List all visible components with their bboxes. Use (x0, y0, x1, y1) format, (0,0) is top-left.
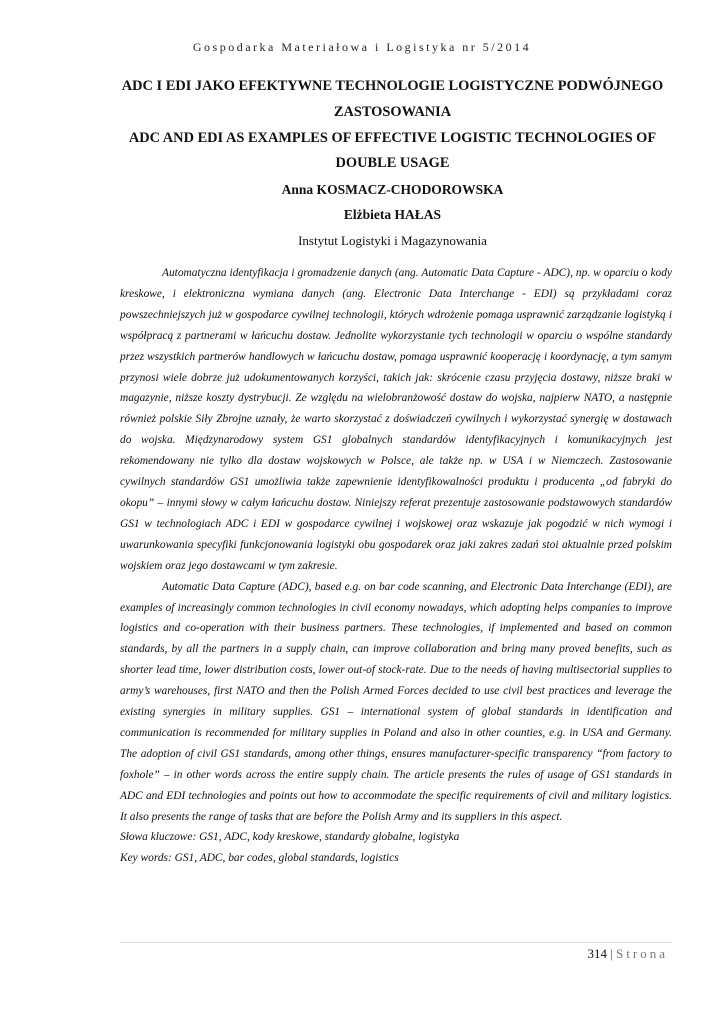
page-word: Strona (616, 946, 668, 961)
title-pl-line2: ZASTOSOWANIA (333, 103, 452, 120)
abstract-pl: Automatyczna identyfikacja i gromadzenie danych (ang. Automatic Data Capture - ADC), np. w oparciu o kody kreskowe, i elektroniczna wymiana danych (ang. Electronic Data Interchange - EDI) są przykładami coraz powszechniejszych już w gospodarce cywilnej technologii, których wdrożenie pomaga usprawnić zarządzanie logistyką i współpracą z partnerami w łańcuchu dostaw. Jednolite wykorzystanie tych technologii w oparciu o wspólne standardy przez wszystkich partnerów handlowych w łańcuchu dostaw, pomaga usprawnić kooperację i koordynację, a tym samym przynosi wiele dobrze już udokumentowanych korzyści, takich jak: skrócenie czasu przyjęcia dostawy, niższe braki w magazynie, niższe koszty dystrybucji. Ze względu na wielobranżowość dostaw do wojska, najpierw NATO, a następnie również polskie Siły Zbrojne uznały, że warto skorzystać z doświadczeń cywilnych i wykorzystać synergię w dostawach do wojska. Międzynarodowy system GS1 globalnych standardów identyfikacyjnych i komunikacyjnych jest rekomendowany nie tylko dla dostaw wojskowych w Polsce, ale także np. w USA i w Niemczech. Zastosowanie cywilnych standardów GS1 umożliwia także zapewnienie identyfikowalności produktu i producenta „od fabryki do okopu” – innymi słowy w całym łańcuchu dostaw. Niniejszy referat prezentuje zastosowanie podstawowych standardów GS1 w technologiach ADC i EDI w gospodarce cywilnej i wojskowej oraz wskazuje jak pogodzić w nich wymogi i uwarunkowania specyfiki funkcjonowania logistyki obu gospodarek oraz jaki zakres zadań stoi aktualnie przed polskim wojskiem oraz jego dostawcami w tym zakresie. (120, 267, 672, 572)
title-pl-line1: ADC I EDI JAKO EFEKTYWNE TECHNOLOGIE LOGISTYCZNE PODWÓJNEGO (121, 78, 664, 94)
title-block (110, 74, 675, 253)
footer-separator: | (610, 946, 613, 961)
title-en-line2: DOUBLE USAGE (335, 155, 450, 172)
author-1: Anna KOSMACZ-CHODOROWSKA (281, 182, 504, 198)
page-footer (587, 946, 668, 962)
abstract (120, 263, 672, 869)
journal-header: Gospodarka Materiałowa i Logistyka nr 5/2014 (192, 40, 532, 54)
title-en-line1: ADC AND EDI AS EXAMPLES OF EFFECTIVE LOGISTIC TECHNOLOGIES OF (128, 129, 657, 146)
abstract-en: Automatic Data Capture (ADC), based e.g. on bar code scanning, and Electronic Data Interchange (EDI), are examples of increasingly common technologies in civil economy nowadays, which adopting helps companies to improve logistics and co-operation with their business partners. These technologies, if implemented and based on common standards, by all the partners in a supply chain, can improve collaboration and bring many proved benefits, such as shorter lead time, lower distribution costs, lower out-of stock-rate. Due to the needs of having multisectorial supplies to army’s warehouses, first NATO and then the Polish Armed Forces decided to use civil best practices and leverage the existing synergies in military supplies. GS1 – international system of global standards in identification and communication is recommended for military supplies in Poland and also in other counties, e.g. in USA and Germany. The adoption of civil GS1 standards, among other things, ensures manufacturer-specific transparency “from factory to foxhole” – in other words across the entire supply chain. The article presents the rules of usage of GS1 standards in ADC and EDI technologies and points out how to accommodate the specific requirements of civil and military logistics. It also presents the range of tasks that are before the Polish Army and its suppliers in this aspect. (120, 580, 672, 823)
keywords-en: Key words: GS1, ADC, bar codes, global standards, logistics (120, 852, 399, 865)
page-number: 314 (587, 946, 607, 961)
keywords-pl: Słowa kluczowe: GS1, ADC, kody kreskowe, standardy globalne, logistyka (120, 831, 460, 844)
footer-divider (120, 942, 672, 943)
author-2: Elżbieta HAŁAS (343, 207, 442, 223)
affiliation: Instytut Logistyki i Magazynowania (298, 233, 487, 249)
